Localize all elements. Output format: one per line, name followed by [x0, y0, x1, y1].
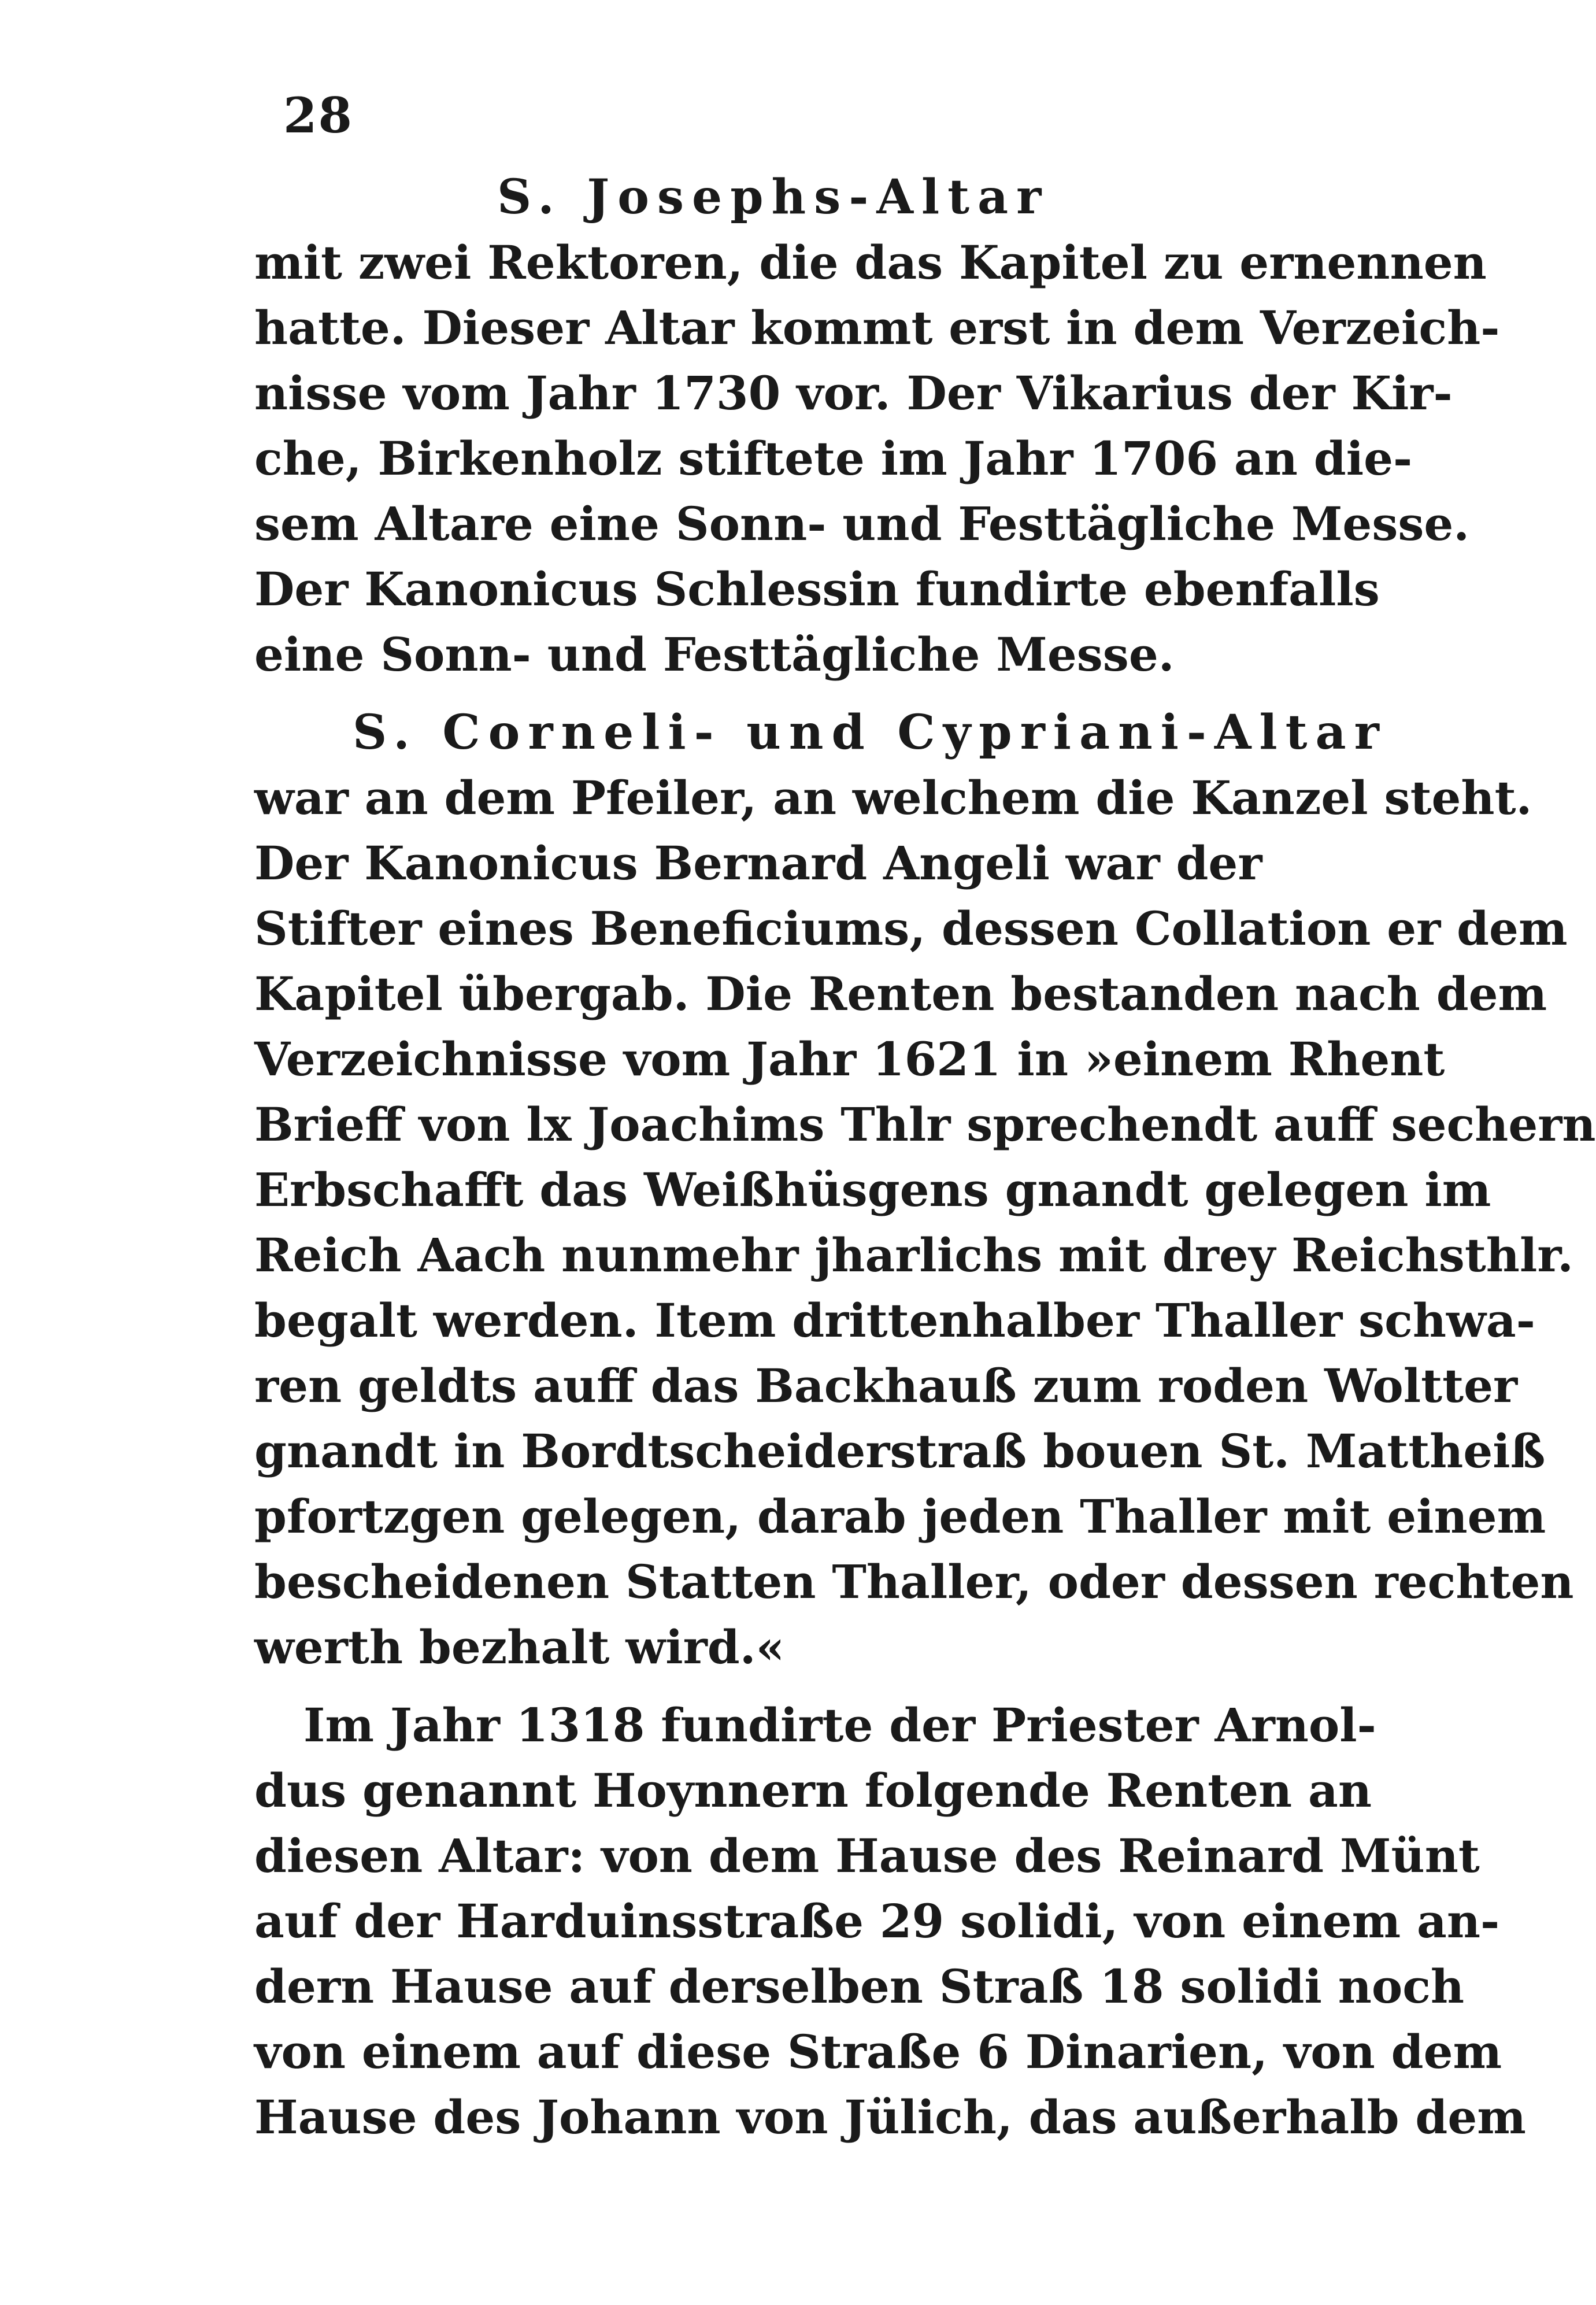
text-line: Erbschafft das Weißhüsgens gnandt gelegen im: [254, 1163, 1491, 1217]
text-line: Im Jahr 1318 fundirte der Priester Arnol-: [303, 1698, 1376, 1752]
section-heading: S. Josephs-Altar: [497, 169, 1050, 225]
text-line: Reich Aach nunmehr jharlichs mit drey Reichsthlr.: [254, 1228, 1573, 1282]
text-line: mit zwei Rektoren, die das Kapitel zu ernennen: [254, 235, 1487, 290]
text-line: Hause des Johann von Jülich, das außerhalb dem: [254, 2090, 1526, 2144]
text-line: hatte. Dieser Altar kommt erst in dem Verzeich-: [254, 301, 1500, 355]
text-line: dern Hause auf derselben Straß 18 solidi noch: [254, 1959, 1465, 2014]
text-line: Brieff von lx Joachims Thlr sprechendt auff sechern: [254, 1097, 1596, 1152]
page-number: 28: [283, 87, 353, 144]
text-line: bescheidenen Statten Thaller, oder dessen rechten: [254, 1555, 1574, 1609]
text-line: Verzeichnisse vom Jahr 1621 in »einem Rhent: [254, 1032, 1445, 1086]
text-line: sem Altare eine Sonn- und Festtägliche Messe.: [254, 497, 1470, 551]
section-josephs-altar: [254, 165, 1596, 2150]
text-line: begalt werden. Item drittenhalber Thaller schwa-: [254, 1293, 1535, 1348]
section-heading: S. Corneli- und Cypriani-Altar: [353, 705, 1387, 760]
text-line: diesen Altar: von dem Hause des Reinard Münt: [254, 1829, 1480, 1883]
text-line: ren geldts auff das Backhauß zum roden Woltter: [254, 1359, 1518, 1413]
text-line: eine Sonn- und Festtägliche Messe.: [254, 627, 1175, 682]
text-line: Der Kanonicus Schlessin fundirte ebenfalls: [254, 562, 1380, 616]
text-line: auf der Harduinsstraße 29 solidi, von einem an-: [254, 1894, 1500, 1948]
text-line: che, Birkenholz stiftete im Jahr 1706 an die-: [254, 431, 1413, 486]
text-line: Stifter eines Beneficiums, dessen Collation er dem: [254, 901, 1568, 956]
text-line: gnandt in Bordtscheiderstraß bouen St. Mattheiß: [254, 1424, 1546, 1478]
text-line: war an dem Pfeiler, an welchem die Kanzel steht.: [254, 771, 1532, 825]
text-line: pfortzgen gelegen, darab jeden Thaller mit einem: [254, 1489, 1546, 1544]
text-line: Kapitel übergab. Die Renten bestanden nach dem: [254, 967, 1547, 1021]
text-line: von einem auf diese Straße 6 Dinarien, von dem: [254, 2025, 1502, 2079]
text-line: dus genannt Hoynnern folgende Renten an: [254, 1763, 1372, 1818]
text-line: Der Kanonicus Bernard Angeli war der: [254, 836, 1262, 890]
text-line: werth bezhalt wird.«: [254, 1620, 785, 1674]
text-line: nisse vom Jahr 1730 vor. Der Vikarius der Kir-: [254, 366, 1453, 420]
